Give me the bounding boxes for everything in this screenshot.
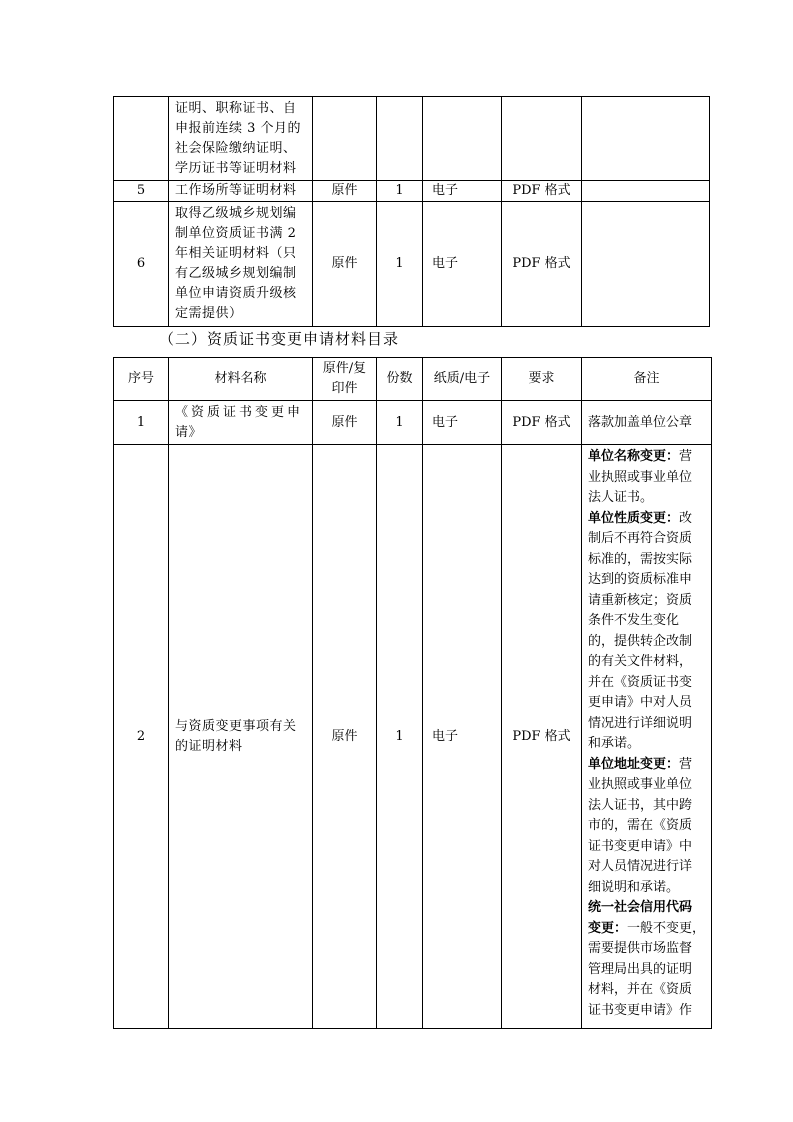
remark-line: 需要提供市场监督	[588, 941, 693, 956]
remark-line: 的，提供转企改制	[588, 633, 693, 649]
copies-cell: 1	[377, 445, 423, 1029]
remark-heading: 单位名称变更：	[588, 449, 680, 464]
remark-line: 标准的，需按实际	[588, 551, 693, 567]
requirement-cell: PDF 格式	[502, 181, 582, 202]
remark-line: 条件不发生变化	[588, 613, 680, 628]
requirement-cell: PDF 格式	[502, 401, 582, 445]
remark-line: 制后不再符合资质	[588, 531, 693, 546]
remark-block-credit-code-change	[588, 898, 705, 1021]
medium-cell: 电子	[423, 202, 502, 327]
material-name-line: 申报前连续 3 个月的	[175, 121, 302, 136]
change-materials-table	[113, 357, 712, 1029]
header-original-line: 原件/复	[322, 361, 367, 376]
material-name-line: 取得乙级城乡规划编	[175, 206, 297, 221]
copies-cell	[377, 97, 423, 181]
seq-cell: 5	[114, 181, 169, 202]
remark-heading: 单位性质变更：	[588, 510, 680, 526]
remark-cell	[582, 445, 712, 1029]
remark-line: 管理局出具的证明	[588, 961, 693, 977]
copies-cell: 1	[377, 181, 423, 202]
material-name-cell	[169, 445, 313, 1029]
remark-line: 对人员情况进行详	[588, 859, 693, 874]
original-cell: 原件	[313, 445, 377, 1029]
medium-cell	[423, 97, 502, 181]
original-cell: 原件	[313, 401, 377, 445]
requirement-cell: PDF 格式	[502, 202, 582, 327]
remark-cell: 落款加盖单位公章	[582, 401, 712, 445]
header-medium: 纸质/电子	[423, 358, 502, 401]
remark-cell	[582, 97, 710, 181]
section-title: （二）资质证书变更申请材料目录	[159, 330, 400, 348]
header-copies: 份数	[377, 358, 423, 401]
remark-cell	[582, 181, 710, 202]
seq-cell: 6	[114, 202, 169, 327]
table-row	[114, 401, 712, 445]
material-name-line: 证明、职称证书、自	[175, 101, 297, 116]
remark-line: 法人证书。	[588, 490, 654, 505]
remark-line: 改	[679, 510, 693, 526]
remark-line: 业执照或事业单位	[588, 777, 693, 792]
remark-line: 细说明和承诺。	[588, 879, 680, 895]
remark-block-address-change	[588, 755, 705, 899]
material-name-line: 制单位资质证书满 2	[175, 226, 297, 241]
material-name-cell	[169, 202, 313, 327]
remark-line: 请重新核定；资质	[588, 592, 693, 608]
header-remark: 备注	[582, 358, 712, 401]
materials-table-continued	[113, 96, 710, 327]
remark-block-nature-change	[588, 509, 705, 755]
requirement-cell	[502, 97, 582, 181]
table-row	[114, 181, 710, 202]
material-name-line: 与资质变更事项有关	[175, 718, 297, 734]
material-name-line: 定需提供）	[175, 306, 243, 321]
copies-cell: 1	[377, 202, 423, 327]
medium-cell: 电子	[423, 401, 502, 445]
material-name-cell	[169, 181, 313, 202]
seq-cell: 1	[114, 401, 169, 445]
header-original-line: 印件	[331, 381, 358, 396]
remark-line: 法人证书，其中跨	[588, 797, 693, 813]
remark-line: 并在《资质证书变	[588, 674, 693, 690]
remark-line: 更申请》中对人员	[588, 695, 693, 710]
material-name-line: 年相关证明材料（只	[175, 246, 297, 261]
original-cell: 原件	[313, 202, 377, 327]
original-cell: 原件	[313, 181, 377, 202]
copies-cell: 1	[377, 401, 423, 445]
remark-line: 市的，需在《资质	[588, 818, 693, 833]
material-name-line: 工作场所等证明材料	[175, 183, 297, 198]
table-header-row	[114, 358, 712, 401]
material-name-cell	[169, 401, 313, 445]
material-name-line: 单位申请资质升级核	[175, 286, 297, 301]
table-row	[114, 202, 710, 327]
remark-line: 材料，并在《资质	[588, 982, 693, 997]
table-row	[114, 97, 710, 181]
requirement-cell: PDF 格式	[502, 445, 582, 1029]
remark-line: 和承诺。	[588, 736, 641, 751]
remark-line: 达到的资质标准申	[588, 572, 693, 587]
remark-line: 证书变更申请》中	[588, 838, 693, 854]
remark-line: 情况进行详细说明	[588, 715, 693, 731]
remark-block-name-change	[588, 447, 705, 509]
material-name-line: 请》	[175, 424, 203, 440]
medium-cell: 电子	[423, 181, 502, 202]
remark-line: 营	[679, 756, 693, 772]
original-cell	[313, 97, 377, 181]
seq-cell	[114, 97, 169, 181]
material-name-line: 有乙级城乡规划编制	[175, 266, 297, 281]
header-seq: 序号	[114, 358, 169, 401]
remark-cell	[582, 202, 710, 327]
remark-heading: 统一社会信用代码	[588, 900, 693, 915]
material-name-cell	[169, 97, 313, 181]
material-name-line: 社会保险缴纳证明、	[175, 141, 297, 156]
remark-line: 营	[679, 449, 693, 464]
header-original	[313, 358, 377, 401]
remark-line: 一般不变更，	[627, 920, 706, 936]
seq-cell: 2	[114, 445, 169, 1029]
header-name: 材料名称	[169, 358, 313, 401]
medium-cell: 电子	[423, 445, 502, 1029]
remark-heading: 变更：	[588, 920, 628, 936]
header-requirement: 要求	[502, 358, 582, 401]
material-name-line: 学历证书等证明材料	[175, 161, 297, 176]
table-row	[114, 445, 712, 1029]
material-name-line: 《资质证书变更申	[175, 404, 304, 420]
remark-line: 的有关文件材料，	[588, 654, 693, 669]
remark-heading: 单位地址变更：	[588, 756, 680, 772]
remark-line: 业执照或事业单位	[588, 469, 693, 485]
material-name-line: 的证明材料	[175, 738, 243, 754]
remark-line: 证书变更申请》作	[588, 1002, 693, 1018]
